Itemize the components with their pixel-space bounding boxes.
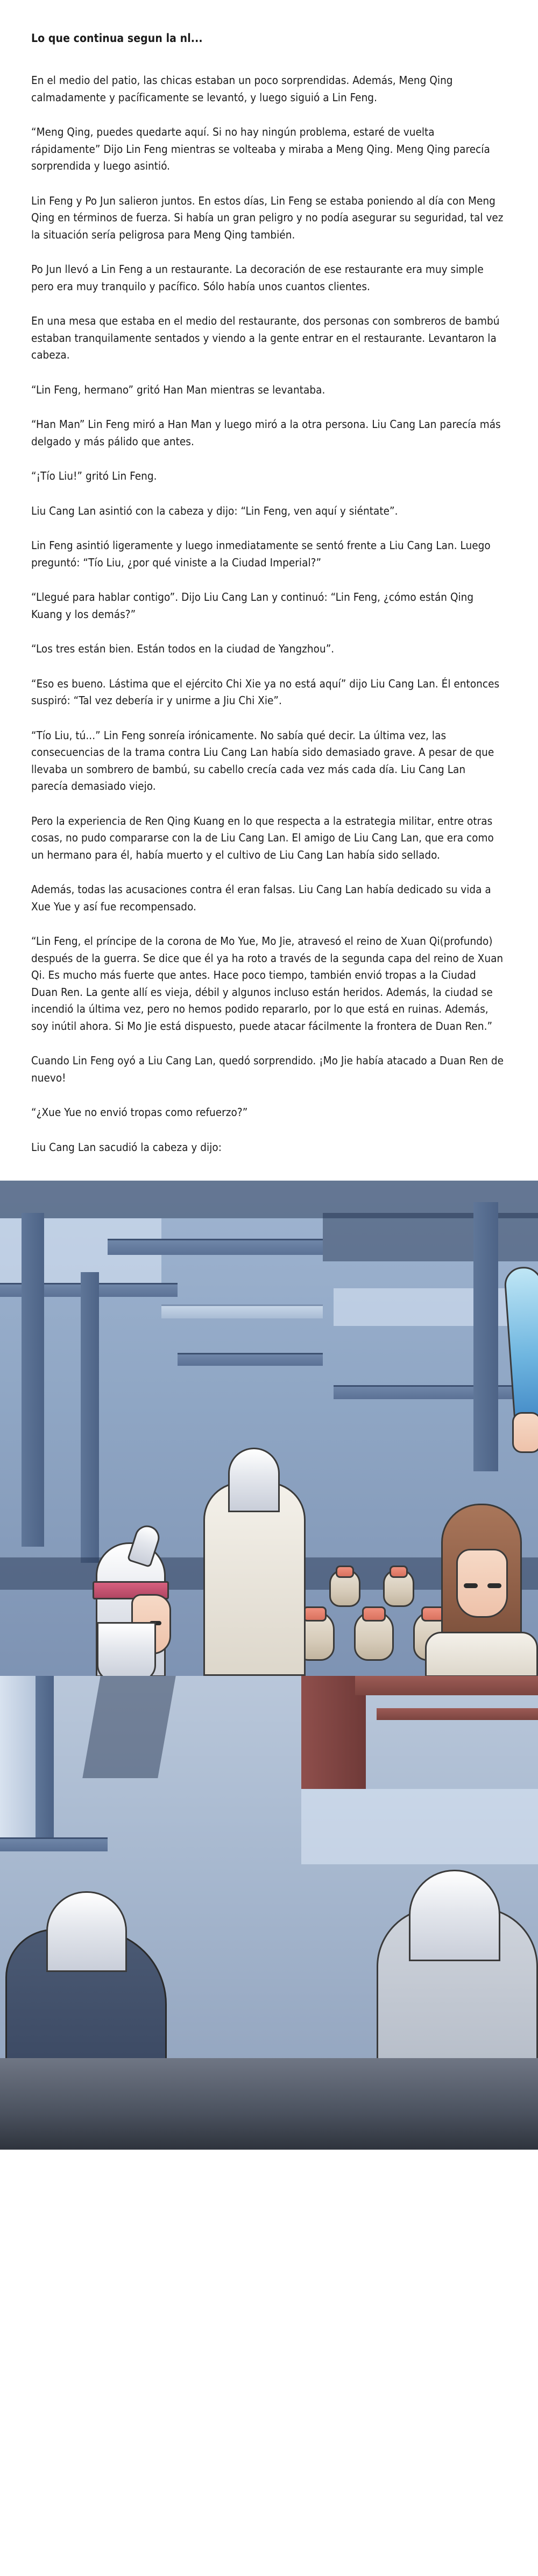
jar <box>329 1569 360 1607</box>
paragraph: “Lin Feng, el príncipe de la corona de Mo Yue, Mo Jie, atravesó el reino de Xuan Qi(profundo) después de la guerra. Se dice que él ya ha roto a través de la segunda capa del reino de Xuan Qi. Es mucho más fuerte que antes. Hace poco tiempo, también envió tropas a la Ciudad Duan Ren. La gente allí es vieja, débil y algunos incluso están heridos. Además, la ciudad se incendió la última vez, pero no hemos podido repararlo, por lo que está en ruinas. Además, soy inútil ahora. Si Mo Jie está dispuesto, puede atacar fácilmente la frontera de Duan Ren.” <box>31 935 504 1033</box>
jar <box>354 1611 394 1661</box>
paragraph: Liu Cang Lan sacudió la cabeza y dijo: <box>31 1140 222 1154</box>
comic-section <box>0 1181 538 2150</box>
pillar <box>473 1202 498 1471</box>
wood-rail <box>355 1676 538 1695</box>
hair <box>409 1870 500 1961</box>
pillar <box>36 1676 54 1837</box>
shelf <box>334 1385 538 1399</box>
jar <box>383 1569 414 1607</box>
paragraph: “Llegué para hablar contigo”. Dijo Liu Cang Lan y continuó: “Lin Feng, ¿cómo están Qing Kuang y los demás?” <box>31 591 474 621</box>
wall-band <box>301 1789 538 1864</box>
paragraph: Lin Feng asintió ligeramente y luego inmediatamente se sentó frente a Liu Cang Lan. Luego preguntó: “Tío Liu, ¿por qué viniste a la Ciudad Imperial?” <box>31 539 491 569</box>
eye <box>487 1583 501 1588</box>
paragraph: Pero la experiencia de Ren Qing Kuang en lo que respecta a la estrategia militar, entre otras cosas, no pudo compararse con la de Liu Cang Lan. El amigo de Liu Cang Lan, que era como un hermano para él, había muerto y el cultivo de Liu Cang Lan había sido sellado. <box>31 814 494 861</box>
shelf <box>161 1304 323 1318</box>
novel-text-section <box>0 0 538 1156</box>
paragraph: “¡Tío Liu!” gritó Lin Feng. <box>31 469 157 482</box>
paragraph: Lin Feng y Po Jun salieron juntos. En estos días, Lin Feng se estaba poniendo al día con Meng Qing en términos de fuerza. Si había un gran peligro y no podía asegurar su seguridad, tal vez la situación sería peligrosa para Meng Qing también. <box>31 194 504 241</box>
eye <box>464 1583 478 1588</box>
paragraph: En el medio del patio, las chicas estaban un poco sorprendidas. Además, Meng Qing calmadamente y pacíficamente se levantó, y luego siguió a Lin Feng. <box>31 74 453 104</box>
wall-band <box>323 1213 538 1261</box>
pillar <box>0 1676 36 1837</box>
paragraph: “¿Xue Yue no envió tropas como refuerzo?” <box>31 1106 248 1119</box>
hair <box>46 1891 127 1972</box>
shelf <box>0 1837 108 1851</box>
paragraph: En una mesa que estaba en el medio del restaurante, dos personas con sombreros de bambú estaban tranquilamente sentados y viendo a la gente entrar en el restaurante. Levantaron la cabeza. <box>31 314 500 361</box>
pillar <box>22 1213 44 1547</box>
wood-rail <box>377 1708 538 1720</box>
paragraph: “Meng Qing, puedes quedarte aquí. Si no hay ningún problema, estaré de vuelta rápidamente” Dijo Lin Feng mientras se volteaba y miraba a Meng Qing. Meng Qing parecía sorprendida y luego asintió. <box>31 125 490 172</box>
shelf <box>178 1353 323 1366</box>
paragraph: Cuando Lin Feng oyó a Liu Cang Lan, quedó sorprendido. ¡Mo Jie había atacado a Duan Ren de nuevo! <box>31 1054 504 1084</box>
hair <box>228 1448 280 1512</box>
paragraph: Po Jun llevó a Lin Feng a un restaurante. La decoración de ese restaurante era muy simple pero era muy tranquilo y pacífico. Sólo había unos cuantos clientes. <box>31 263 484 293</box>
comic-panel-2 <box>0 1676 538 2150</box>
paragraph: “Tío Liu, tú...” Lin Feng sonreía irónicamente. No sabía qué decir. La última vez, las consecuencias de la trama contra Liu Cang Lan había sido demasiado grave. A pesar de que llevaba un sombrero de bambú, su cabello crecía cada vez más cada día. Liu Cang Lan parecía demasiado viejo. <box>31 728 494 792</box>
comic-panel-1 <box>0 1181 538 1676</box>
paragraph: “Los tres están bien. Están todos en la ciudad de Yangzhou”. <box>31 642 335 655</box>
paragraph: “Han Man” Lin Feng miró a Han Man y luego miró a la otra persona. Liu Cang Lan parecía más delgado y más pálido que antes. <box>31 418 501 448</box>
shelf <box>108 1239 323 1255</box>
paragraph: “Eso es bueno. Lástima que el ejército Chi Xie ya no está aquí” dijo Liu Cang Lan. Él entonces suspiró: “Tal vez debería ir y unirme a Jiu Chi Xie”. <box>31 677 500 707</box>
paragraph: Liu Cang Lan asintió con la cabeza y dijo: “Lin Feng, ven aquí y siéntate”. <box>31 504 398 517</box>
face <box>512 1412 538 1453</box>
robe <box>425 1632 538 1676</box>
panel-floor <box>0 2058 538 2150</box>
hair-back <box>97 1622 156 1676</box>
paragraph: Además, todas las acusaciones contra él eran falsas. Liu Cang Lan había dedicado su vida a Xue Yue y así fue recompensado. <box>31 883 491 913</box>
paragraph: “Lin Feng, hermano” gritó Han Man mientras se levantaba. <box>31 383 325 396</box>
pillar <box>81 1272 99 1563</box>
page-title: Lo que continua segun la nl... <box>31 32 203 45</box>
